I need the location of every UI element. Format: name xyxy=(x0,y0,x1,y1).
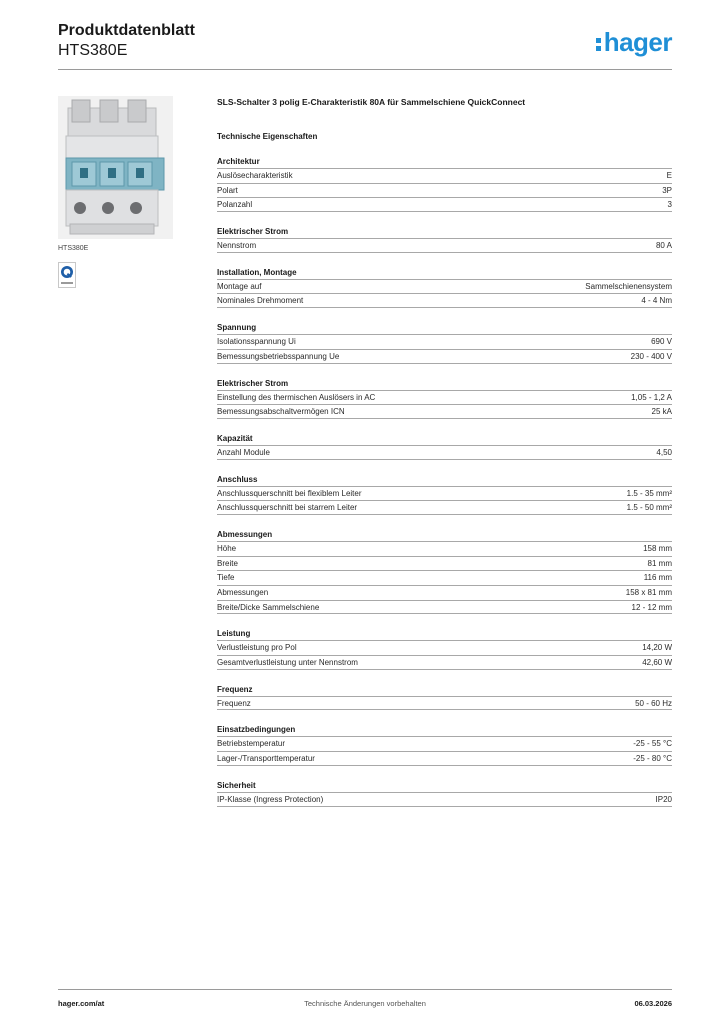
section-title: Sicherheit xyxy=(217,780,256,790)
spec-value: 1.5 - 35 mm² xyxy=(626,488,672,498)
spec-section xyxy=(217,378,672,419)
spec-row xyxy=(217,349,672,364)
quality-q-icon xyxy=(58,262,76,288)
spec-label: Höhe xyxy=(217,543,237,553)
spec-row xyxy=(217,655,672,670)
spec-value: 3P xyxy=(662,185,672,195)
spec-value: Sammelschienensystem xyxy=(585,281,672,291)
spec-label: Abmessungen xyxy=(217,588,269,597)
spec-label: Auslösecharakteristik xyxy=(217,171,293,180)
spec-value: 1.5 - 50 mm² xyxy=(626,503,672,513)
spec-label: Polart xyxy=(217,185,238,195)
spec-row xyxy=(217,585,672,600)
spec-label: Bemessungsbetriebsspannung Ue xyxy=(217,351,340,361)
technical-properties-heading: Technische Eigenschaften xyxy=(217,132,318,141)
section-title: Abmessungen xyxy=(217,529,273,539)
section-title: Installation, Montage xyxy=(217,267,297,277)
spec-label: Tiefe xyxy=(217,573,235,583)
spec-value: 3 xyxy=(667,200,672,210)
spec-value: 80 A xyxy=(655,241,672,251)
spec-row xyxy=(217,736,672,751)
product-details xyxy=(217,96,672,807)
spec-section xyxy=(217,529,672,614)
spec-section xyxy=(217,226,672,253)
spec-label: Anschlussquerschnitt bei starrem Leiter xyxy=(217,503,358,513)
spec-label: Betriebstemperatur xyxy=(217,739,286,749)
spec-label: Montage auf xyxy=(217,281,262,291)
spec-label: Anzahl Module xyxy=(217,447,270,457)
spec-value: 1,05 - 1,2 A xyxy=(631,392,672,402)
section-title: Elektrischer Strom xyxy=(217,378,289,388)
page-subtitle: HTS380E xyxy=(58,42,128,59)
spec-value: 158 mm xyxy=(643,543,672,553)
spec-row xyxy=(217,293,672,308)
spec-label: Verlustleistung pro Pol xyxy=(217,643,297,653)
spec-label: Polanzahl xyxy=(217,200,253,210)
spec-label: IP-Klasse (Ingress Protection) xyxy=(217,794,324,804)
section-title: Architektur xyxy=(217,157,260,166)
spec-value: 690 V xyxy=(651,337,672,347)
spec-row xyxy=(217,792,672,807)
section-title: Frequenz xyxy=(217,684,253,694)
product-sidebar xyxy=(58,96,208,288)
spec-row xyxy=(217,238,672,253)
page-footer xyxy=(58,989,672,1013)
spec-label: Nennstrom xyxy=(217,241,257,251)
spec-row xyxy=(217,445,672,460)
spec-section xyxy=(217,267,672,308)
spec-row xyxy=(217,751,672,766)
spec-value: 12 - 12 mm xyxy=(631,602,672,612)
spec-label: Gesamtverlustleistung unter Nennstrom xyxy=(217,658,358,668)
spec-label: Breite xyxy=(217,558,238,568)
spec-value: 50 - 60 Hz xyxy=(635,698,672,708)
spec-row xyxy=(217,556,672,571)
spec-value: 81 mm xyxy=(647,558,672,568)
spec-label: Anschlussquerschnitt bei flexiblem Leiter xyxy=(217,488,362,498)
spec-section xyxy=(217,322,672,363)
spec-row xyxy=(217,168,672,183)
section-title: Leistung xyxy=(217,629,251,639)
spec-section xyxy=(217,474,672,515)
spec-section xyxy=(217,780,672,807)
page-title: Produktdatenblatt xyxy=(58,22,195,39)
spec-value: 230 - 400 V xyxy=(630,351,672,361)
spec-value: 4 - 4 Nm xyxy=(641,296,672,306)
spec-value: IP20 xyxy=(655,794,672,804)
spec-value: 42,60 W xyxy=(642,658,672,668)
spec-row xyxy=(217,279,672,294)
spec-label: Bemessungsabschaltvermögen ICN xyxy=(217,407,345,417)
spec-label: Lager-/Transporttemperatur xyxy=(217,754,315,764)
logo-dots-icon xyxy=(596,31,603,53)
spec-section xyxy=(217,156,672,212)
spec-value: 4,50 xyxy=(656,447,672,457)
spec-section xyxy=(217,628,672,669)
section-title: Einsatzbedingungen xyxy=(217,725,296,735)
spec-value: 116 mm xyxy=(643,573,672,583)
spec-section xyxy=(217,684,672,711)
spec-value: -25 - 55 °C xyxy=(633,739,672,749)
product-title: SLS-Schalter 3 polig E-Charakteristik 80A für Sammelschiene QuickConnect xyxy=(217,97,526,107)
spec-label: Frequenz xyxy=(217,698,251,708)
spec-section xyxy=(217,724,672,765)
spec-row xyxy=(217,486,672,501)
footer-date: 06.03.2026 xyxy=(634,999,672,1008)
spec-sections xyxy=(217,156,672,807)
spec-section xyxy=(217,433,672,460)
footer-note: Technische Änderungen vorbehalten xyxy=(304,999,426,1008)
section-title: Elektrischer Strom xyxy=(217,227,289,237)
spec-row xyxy=(217,404,672,419)
spec-row xyxy=(217,500,672,515)
spec-row xyxy=(217,197,672,212)
circuit-breaker-illustration xyxy=(58,96,173,239)
footer-website: hager.com/at xyxy=(58,999,105,1008)
image-caption: HTS380E xyxy=(58,245,89,252)
spec-label: Breite/Dicke Sammelschiene xyxy=(217,602,320,612)
section-title: Spannung xyxy=(217,323,257,333)
spec-label: Einstellung des thermischen Auslösers in AC xyxy=(217,392,376,402)
hager-logo xyxy=(596,27,672,58)
spec-row xyxy=(217,600,672,615)
spec-label: Isolationsspannung Ui xyxy=(217,337,296,347)
logo-text: hager xyxy=(603,27,672,57)
spec-row xyxy=(217,183,672,198)
product-image xyxy=(58,96,173,239)
section-title: Kapazität xyxy=(217,433,253,443)
spec-row xyxy=(217,541,672,556)
spec-value: 14,20 W xyxy=(642,643,672,653)
spec-value: 25 kA xyxy=(651,407,672,417)
section-title: Anschluss xyxy=(217,474,258,484)
spec-value: E xyxy=(666,171,672,180)
page-header xyxy=(58,20,672,70)
spec-row xyxy=(217,334,672,349)
spec-label: Nominales Drehmoment xyxy=(217,296,304,306)
spec-row xyxy=(217,390,672,405)
spec-value: -25 - 80 °C xyxy=(633,754,672,764)
spec-value: 158 x 81 mm xyxy=(625,588,672,597)
spec-row xyxy=(217,570,672,585)
spec-row xyxy=(217,696,672,711)
spec-row xyxy=(217,640,672,655)
